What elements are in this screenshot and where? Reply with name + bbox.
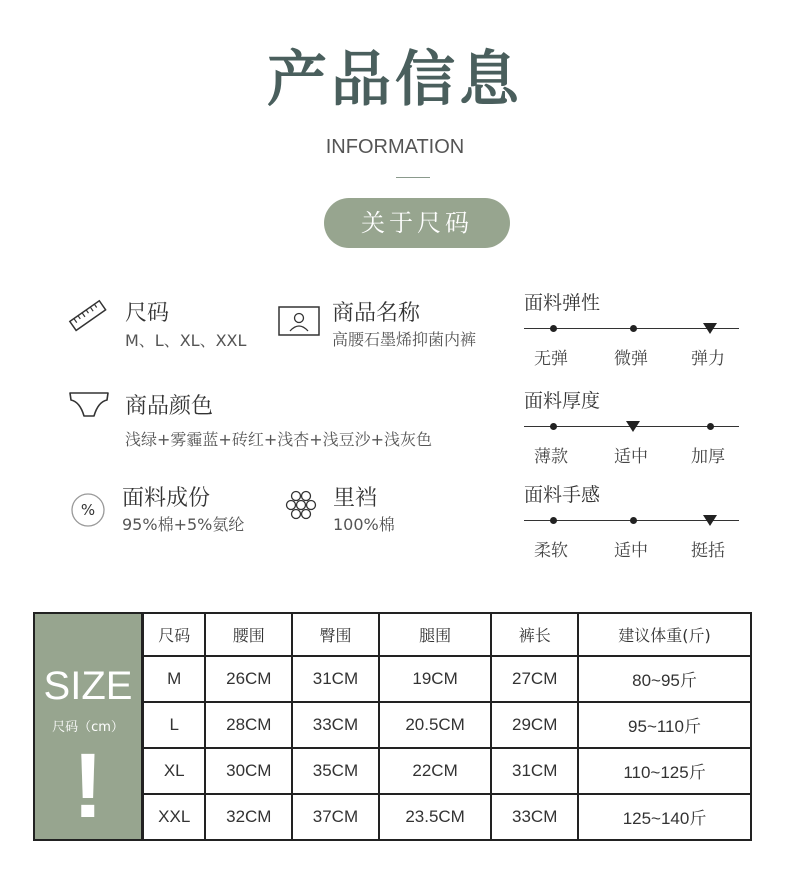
page-title: 产品信息 — [267, 45, 523, 115]
size-badge-mark: ! — [72, 735, 104, 837]
table-cell: 19CM — [379, 656, 492, 702]
table-cell: 125~140斤 — [578, 794, 751, 840]
fabric-label: 面料成份 — [122, 486, 211, 511]
crotch-value: 100%棉 — [333, 515, 395, 534]
table-cell: 35CM — [292, 748, 379, 794]
table-cell: M — [143, 656, 205, 702]
table-cell: 26CM — [205, 656, 292, 702]
property-selected-marker — [703, 515, 717, 526]
property-title: 面料手感 — [524, 484, 601, 506]
header-cell: 臀围 — [292, 613, 379, 656]
table-row — [143, 702, 751, 748]
header-cell: 尺码 — [143, 613, 205, 656]
size-value: M、L、XL、XXL — [125, 331, 247, 350]
crotch-label: 里裆 — [333, 486, 378, 511]
table-cell: 23.5CM — [379, 794, 492, 840]
table-cell: 80~95斤 — [578, 656, 751, 702]
property-title: 面料弹性 — [524, 292, 601, 314]
section-label-pill: 关于尺码 — [324, 198, 510, 248]
table-cell: 27CM — [491, 656, 578, 702]
table-row — [143, 656, 751, 702]
underwear-icon — [68, 390, 110, 420]
property-scale-dot — [550, 517, 557, 524]
property-option-label: 挺括 — [691, 541, 725, 561]
fabric-value: 95%棉+5%氨纶 — [122, 515, 245, 534]
size-table-header-row — [143, 613, 751, 656]
size-badge-unit: 尺码（cm） — [52, 720, 124, 735]
property-title: 面料厚度 — [524, 390, 601, 412]
header-cell: 腰围 — [205, 613, 292, 656]
header-cell: 裤长 — [491, 613, 578, 656]
table-cell: 28CM — [205, 702, 292, 748]
table-cell: 95~110斤 — [578, 702, 751, 748]
svg-text:%: % — [80, 501, 96, 519]
property-scale-dot — [550, 423, 557, 430]
percent-icon — [70, 492, 106, 528]
property-scale-dot — [630, 325, 637, 332]
size-table — [142, 612, 752, 841]
table-cell: 110~125斤 — [578, 748, 751, 794]
table-cell: 37CM — [292, 794, 379, 840]
table-cell: XXL — [143, 794, 205, 840]
table-row — [143, 748, 751, 794]
size-badge-word: SIZE — [43, 664, 133, 708]
table-cell: 22CM — [379, 748, 492, 794]
property-scale-dot — [550, 325, 557, 332]
table-cell: 31CM — [491, 748, 578, 794]
honeycomb-icon — [283, 490, 321, 520]
color-label: 商品颜色 — [125, 394, 214, 419]
table-cell: XL — [143, 748, 205, 794]
table-cell: 29CM — [491, 702, 578, 748]
property-option-label: 适中 — [614, 541, 648, 561]
table-cell: 31CM — [292, 656, 379, 702]
property-scale-dot — [630, 517, 637, 524]
product-name-label: 商品名称 — [332, 301, 421, 326]
product-name-value: 高腰石墨烯抑菌内裤 — [332, 330, 477, 349]
table-cell: 20.5CM — [379, 702, 492, 748]
color-value: 浅绿+雾霾蓝+砖红+浅杏+浅豆沙+浅灰色 — [125, 430, 433, 449]
table-cell: 33CM — [292, 702, 379, 748]
page-subtitle: INFORMATION — [325, 136, 465, 158]
table-cell: 30CM — [205, 748, 292, 794]
person-card-icon — [278, 306, 320, 336]
table-cell: L — [143, 702, 205, 748]
header-cell: 建议体重(斤) — [578, 613, 751, 656]
property-option-label: 微弹 — [614, 349, 648, 369]
property-selected-marker — [626, 421, 640, 432]
property-selected-marker — [703, 323, 717, 334]
table-cell: 32CM — [205, 794, 292, 840]
ruler-icon — [68, 296, 108, 336]
table-cell: 33CM — [491, 794, 578, 840]
property-option-label: 加厚 — [691, 447, 725, 467]
property-option-label: 适中 — [614, 447, 648, 467]
size-label: 尺码 — [125, 301, 170, 326]
header-cell: 腿围 — [379, 613, 492, 656]
table-row — [143, 794, 751, 840]
property-option-label: 无弹 — [534, 349, 568, 369]
title-divider — [396, 177, 430, 178]
property-option-label: 柔软 — [534, 541, 568, 561]
property-scale-dot — [707, 423, 714, 430]
property-option-label: 薄款 — [534, 447, 568, 467]
property-option-label: 弹力 — [691, 349, 725, 369]
